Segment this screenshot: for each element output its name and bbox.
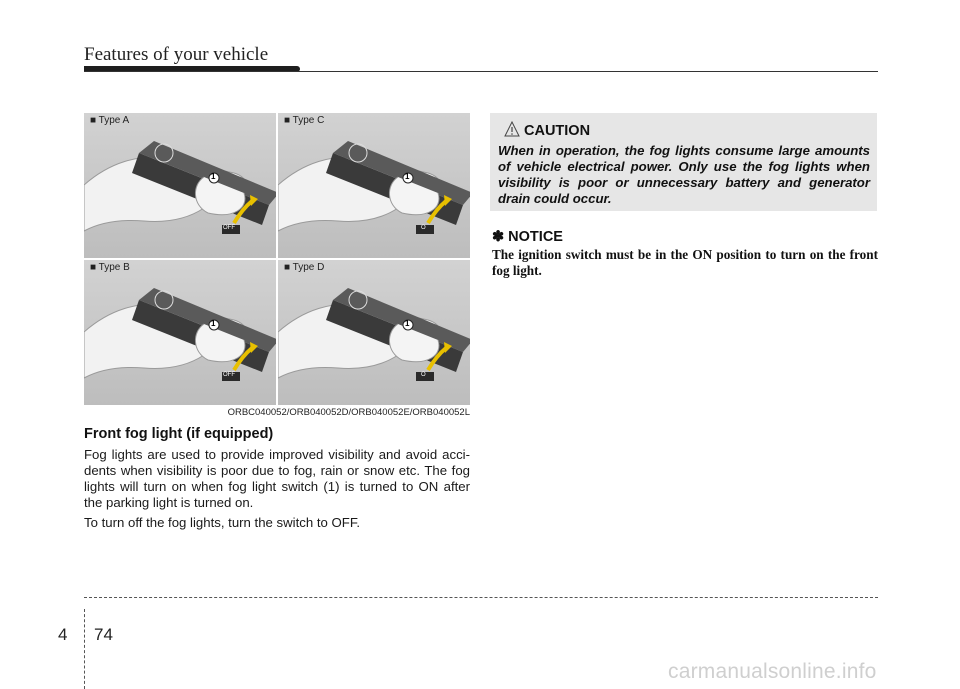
figure-panel-type-a [84, 113, 276, 258]
body-paragraph: Fog lights are used to provide improved visibility and avoid acci-dents when visibility is poor due to fog, rain or snow etc. The fog lights will turn on when fog light switch (1) is turned to ON after the parking light is turned on. [84, 447, 470, 510]
off-label: OFF [223, 372, 235, 378]
off-label: O [421, 372, 426, 378]
figure-panel-type-b [84, 260, 276, 405]
footer-rule [84, 597, 878, 598]
hand-switch-illustration [84, 260, 276, 405]
warning-triangle-icon [504, 121, 520, 137]
panel-type-label: ■ Type C [284, 115, 325, 126]
fog-light-switch-figure [84, 113, 470, 405]
chapter-number: 4 [58, 625, 68, 644]
notice-title: ✽ NOTICE [492, 229, 563, 245]
figure-panel-type-c [278, 113, 470, 258]
footer-divider [84, 609, 85, 689]
section-body [84, 447, 470, 535]
hand-switch-illustration [84, 113, 276, 258]
header-rule [84, 71, 878, 72]
off-label: O [421, 225, 426, 231]
hand-switch-illustration [278, 113, 470, 258]
caution-box [490, 113, 877, 211]
switch-number-label: 1 [405, 172, 410, 181]
panel-type-label: ■ Type A [90, 115, 130, 126]
switch-number-label: 1 [211, 319, 216, 328]
switch-number-label: 1 [405, 319, 410, 328]
panel-type-label: ■ Type B [90, 262, 130, 273]
panel-type-label: ■ Type D [284, 262, 325, 273]
watermark: carmanualsonline.info [668, 660, 877, 683]
off-label: OFF [223, 225, 235, 231]
hand-switch-illustration [278, 260, 470, 405]
page-number: 74 [94, 625, 113, 644]
figure-caption-code: ORBC040052/ORB040052D/ORB040052E/ORB040052L [227, 407, 470, 418]
page-header-title: Features of your vehicle [84, 44, 269, 65]
switch-number-label: 1 [211, 172, 216, 181]
section-heading: Front fog light (if equipped) [84, 426, 274, 442]
figure-panel-type-d [278, 260, 470, 405]
body-paragraph: To turn off the fog lights, turn the switch to OFF. [84, 515, 361, 530]
caution-text: When in operation, the fog lights consume large amounts of vehicle electrical power. Only use the fog lights when visibility is poor or unnecessary battery and generator drain could occur. [498, 143, 870, 206]
caution-title: CAUTION [524, 123, 591, 139]
notice-text: The ignition switch must be in the ON position to turn on the front fog light. [492, 247, 878, 278]
